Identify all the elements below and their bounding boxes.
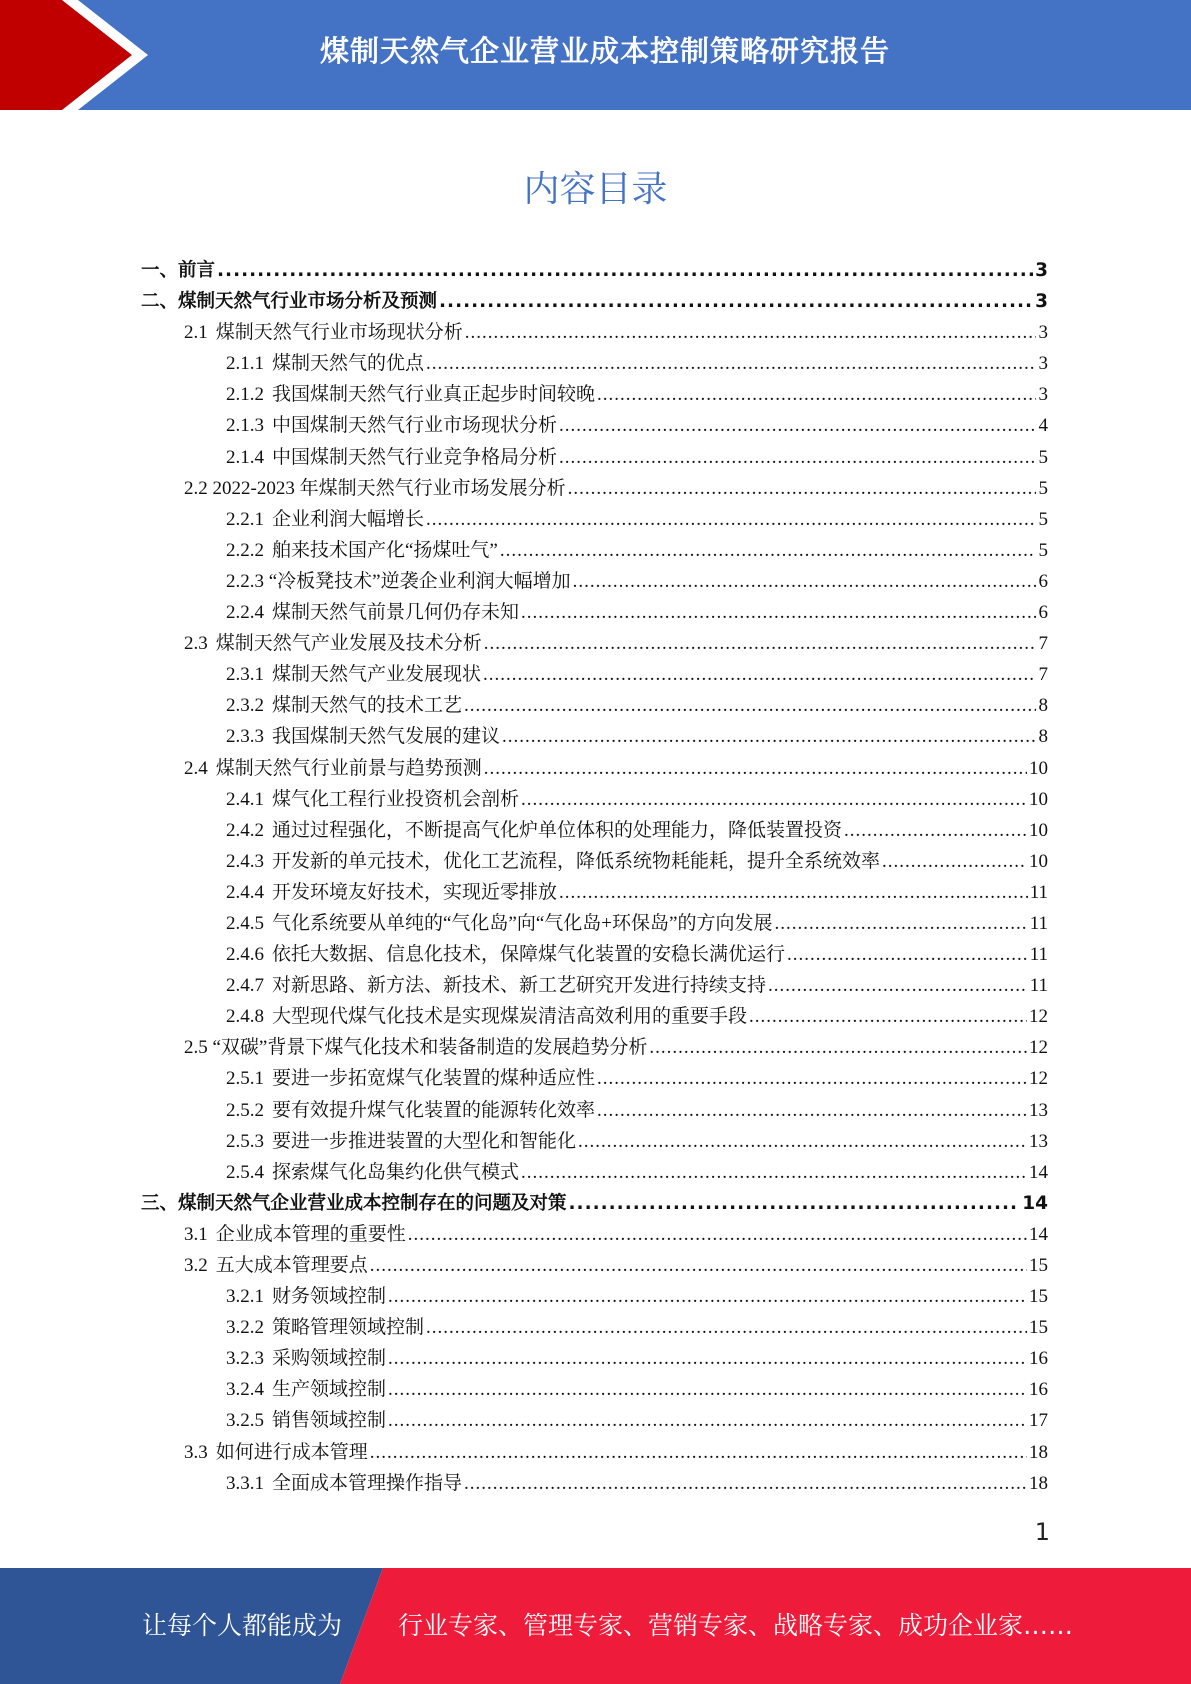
toc-entry-title: 我国煤制天然气行业真正起步时间较晚 [272, 384, 596, 406]
toc-entry-page: 5 [1038, 446, 1048, 468]
toc-dot-leader [573, 566, 1036, 597]
footer-slogan-right: 行业专家、管理专家、营销专家、战略专家、成功企业家…… [398, 1611, 1074, 1640]
toc-dot-leader [559, 442, 1036, 473]
toc-entry-number: 2.3.3 [226, 726, 264, 748]
toc-dot-leader [464, 1468, 1027, 1499]
toc-entry-page: 5 [1038, 539, 1048, 561]
table-of-contents [141, 255, 1048, 1499]
toc-entry-page: 14 [1029, 1161, 1048, 1183]
toc-entry-title: 依托大数据、信息化技术，保障煤气化装置的安稳长满优运行 [272, 944, 786, 966]
toc-entry-page: 18 [1029, 1472, 1048, 1494]
toc-entry-number: 3.2.4 [226, 1379, 264, 1401]
toc-entry-title: 煤气化工程行业投资机会剖析 [272, 788, 520, 810]
toc-entry-page: 8 [1038, 726, 1048, 748]
toc-entry-title: 通过过程强化，不断提高气化炉单位体积的处理能力，降低装置投资 [272, 819, 843, 841]
toc-entry-page: 16 [1029, 1348, 1048, 1370]
report-title: 煤制天然气企业营业成本控制策略研究报告 [319, 34, 890, 68]
toc-entry-page: 13 [1029, 1130, 1048, 1152]
toc-entry-title: 要进一步推进装置的大型化和智能化 [272, 1130, 577, 1152]
toc-entry[interactable] [141, 1188, 1048, 1219]
toc-title: 内容目录 [523, 169, 668, 210]
toc-entry-title: 采购领域控制 [272, 1348, 387, 1370]
toc-entry-number: 2.1 [184, 322, 208, 344]
toc-entry-title: 中国煤制天然气行业竞争格局分析 [272, 446, 558, 468]
toc-dot-leader [388, 1405, 1027, 1436]
toc-entry-title: 2.5 “双碳”背景下煤气化技术和装备制造的发展趋势分析 [184, 1037, 648, 1059]
toc-entry[interactable] [141, 442, 1048, 473]
toc-entry-title: 财务领域控制 [272, 1286, 387, 1308]
toc-entry-page: 5 [1038, 508, 1048, 530]
toc-entry-page: 10 [1029, 850, 1048, 872]
toc-entry-title: 二、煤制天然气行业市场分析及预测 [141, 291, 438, 313]
toc-dot-leader [787, 939, 1028, 970]
toc-dot-leader [521, 784, 1027, 815]
toc-dot-leader [559, 410, 1036, 441]
toc-entry[interactable] [141, 1343, 1048, 1374]
toc-dot-leader [559, 877, 1028, 908]
toc-entry-page: 5 [1038, 477, 1048, 499]
toc-entry-title: 一、前言 [141, 260, 216, 281]
toc-entry-title: 煤制天然气行业前景与趋势预测 [215, 757, 482, 779]
toc-entry-page: 11 [1029, 912, 1048, 934]
toc-entry[interactable] [141, 504, 1048, 535]
toc-dot-leader [597, 1095, 1027, 1126]
toc-entry-page: 11 [1029, 944, 1048, 966]
toc-entry-page: 6 [1038, 602, 1048, 624]
toc-entry-title: 大型现代煤气化技术是实现煤炭清洁高效利用的重要手段 [272, 1006, 748, 1028]
toc-entry-number: 2.4.1 [226, 788, 264, 810]
toc-entry-page: 3 [1035, 291, 1048, 313]
toc-dot-leader [426, 504, 1036, 535]
toc-entry[interactable] [141, 597, 1048, 628]
toc-entry-page: 16 [1029, 1379, 1048, 1401]
toc-dot-leader [768, 970, 1028, 1001]
toc-dot-leader [439, 286, 1033, 317]
toc-entry-page: 14 [1022, 1192, 1048, 1214]
toc-entry-page: 7 [1038, 664, 1048, 686]
toc-entry-number: 3.3.1 [226, 1472, 264, 1494]
toc-entry[interactable] [141, 379, 1048, 410]
toc-dot-leader [774, 908, 1027, 939]
toc-entry-page: 4 [1038, 415, 1048, 437]
toc-dot-leader [502, 721, 1036, 752]
toc-entry-page: 15 [1029, 1317, 1048, 1339]
toc-entry[interactable] [141, 1281, 1048, 1312]
toc-entry-number: 2.3.2 [226, 695, 264, 717]
toc-entry-title: 煤制天然气产业发展及技术分析 [215, 633, 482, 655]
toc-entry-page: 10 [1029, 788, 1048, 810]
toc-dot-leader [426, 1312, 1027, 1343]
toc-entry-number: 2.4 [184, 757, 208, 779]
toc-entry-number: 3.2.3 [226, 1348, 264, 1370]
toc-entry[interactable] [141, 410, 1048, 441]
toc-entry-title: 煤制天然气行业市场现状分析 [215, 322, 463, 344]
toc-entry-title: 要有效提升煤气化装置的能源转化效率 [272, 1099, 596, 1121]
toc-entry[interactable] [141, 815, 1048, 846]
toc-entry-page: 3 [1038, 353, 1048, 375]
toc-entry-number: 2.3.1 [226, 664, 264, 686]
toc-entry[interactable] [141, 535, 1048, 566]
toc-entry-page: 12 [1029, 1006, 1048, 1028]
toc-dot-leader [749, 1001, 1027, 1032]
toc-entry[interactable] [141, 1374, 1048, 1405]
toc-entry-page: 14 [1029, 1223, 1048, 1245]
toc-dot-leader [388, 1374, 1027, 1405]
toc-entry-number: 2.5.1 [226, 1068, 264, 1090]
toc-entry-number: 2.4.7 [226, 975, 264, 997]
report-header [0, 0, 1191, 110]
toc-dot-leader [426, 348, 1036, 379]
toc-entry-page: 15 [1029, 1286, 1048, 1308]
toc-entry[interactable] [141, 908, 1048, 939]
toc-entry-number: 2.2.2 [226, 539, 264, 561]
toc-entry-number: 2.1.3 [226, 415, 264, 437]
toc-dot-leader [844, 815, 1027, 846]
toc-entry-number: 2.4.5 [226, 912, 264, 934]
toc-dot-leader [569, 1188, 1021, 1219]
toc-entry-number: 2.5.2 [226, 1099, 264, 1121]
toc-entry-title: 煤制天然气产业发展现状 [272, 664, 482, 686]
toc-entry-title: 策略管理领域控制 [272, 1317, 425, 1339]
toc-entry[interactable] [141, 659, 1048, 690]
toc-entry-title: 生产领域控制 [272, 1379, 387, 1401]
toc-entry-page: 15 [1029, 1255, 1048, 1276]
toc-dot-leader [465, 317, 1036, 348]
toc-entry-page: 12 [1029, 1068, 1048, 1090]
toc-entry-title: 要进一步拓宽煤气化装置的煤种适应性 [272, 1068, 596, 1090]
toc-entry[interactable] [141, 286, 1048, 317]
toc-entry-page: 11 [1029, 975, 1048, 997]
toc-entry-title: 探索煤气化岛集约化供气模式 [272, 1161, 520, 1183]
toc-entry[interactable] [141, 784, 1048, 815]
toc-dot-leader [568, 473, 1036, 504]
toc-entry[interactable] [141, 628, 1048, 659]
toc-entry[interactable] [141, 690, 1048, 721]
toc-dot-leader [388, 1343, 1027, 1374]
toc-entry[interactable] [141, 1405, 1048, 1436]
toc-entry-number: 2.2.4 [226, 602, 264, 624]
toc-entry-title: 五大成本管理要点 [215, 1255, 368, 1276]
toc-entry-number: 2.3 [184, 633, 208, 655]
toc-entry-page: 12 [1029, 1037, 1048, 1059]
toc-entry-number: 3.3 [184, 1441, 208, 1463]
toc-entry-page: 3 [1035, 260, 1048, 281]
toc-entry[interactable] [141, 1219, 1048, 1250]
toc-entry-title: 开发环境友好技术，实现近零排放 [272, 881, 558, 903]
toc-entry-page: 3 [1038, 384, 1048, 406]
page-number: 1 [1034, 1518, 1050, 1546]
toc-entry-page: 17 [1029, 1410, 1048, 1432]
toc-entry-number: 2.1.2 [226, 384, 264, 406]
toc-dot-leader [484, 628, 1036, 659]
toc-entry-title: 2.2.3 “冷板凳技术”逆袭企业利润大幅增加 [226, 570, 571, 592]
toc-entry-title: 煤制天然气的优点 [272, 353, 425, 375]
toc-entry-title: 中国煤制天然气行业市场现状分析 [272, 415, 558, 437]
toc-entry-number: 3.1 [184, 1223, 208, 1245]
toc-entry-number: 2.4.8 [226, 1006, 264, 1028]
toc-entry[interactable] [141, 566, 1048, 597]
toc-entry-page: 7 [1038, 633, 1048, 655]
toc-entry[interactable] [141, 317, 1048, 348]
toc-dot-leader [649, 1032, 1027, 1063]
toc-entry-title: 我国煤制天然气发展的建议 [272, 726, 501, 748]
toc-entry-title: 2.2 2022-2023 年煤制天然气行业市场发展分析 [184, 477, 566, 499]
toc-dot-leader [408, 1219, 1027, 1250]
toc-dot-leader [370, 1250, 1027, 1281]
toc-entry[interactable] [141, 1001, 1048, 1032]
toc-entry-title: 舶来技术国产化“扬煤吐气” [272, 539, 498, 561]
toc-dot-leader [597, 1063, 1027, 1094]
toc-entry[interactable] [141, 1157, 1048, 1188]
toc-entry-page: 8 [1038, 695, 1048, 717]
toc-dot-leader [521, 1157, 1027, 1188]
toc-entry-title: 三、煤制天然气企业营业成本控制存在的问题及对策 [141, 1192, 567, 1214]
toc-entry-title: 销售领域控制 [272, 1410, 387, 1432]
toc-entry[interactable] [141, 473, 1048, 504]
toc-entry-number: 3.2 [184, 1255, 208, 1276]
toc-dot-leader [388, 1281, 1027, 1312]
toc-entry-page: 3 [1038, 322, 1048, 344]
toc-entry-page: 11 [1029, 881, 1048, 903]
toc-entry-number: 2.4.2 [226, 819, 264, 841]
toc-entry[interactable] [141, 846, 1048, 877]
toc-entry[interactable] [141, 1032, 1048, 1063]
toc-entry[interactable] [141, 348, 1048, 379]
toc-entry-title: 企业成本管理的重要性 [215, 1223, 406, 1245]
toc-entry[interactable] [141, 255, 1048, 286]
toc-dot-leader [500, 535, 1036, 566]
toc-entry-number: 2.1.1 [226, 353, 264, 375]
toc-entry[interactable] [141, 721, 1048, 752]
toc-entry[interactable] [141, 753, 1048, 784]
toc-dot-leader [483, 659, 1036, 690]
toc-entry-title: 企业利润大幅增长 [272, 508, 425, 530]
toc-entry-page: 6 [1038, 570, 1048, 592]
toc-dot-leader [217, 255, 1033, 286]
toc-dot-leader [370, 1437, 1027, 1468]
toc-entry[interactable] [141, 970, 1048, 1001]
toc-entry[interactable] [141, 1437, 1048, 1468]
toc-entry[interactable] [141, 877, 1048, 908]
toc-entry-number: 2.1.4 [226, 446, 264, 468]
toc-entry[interactable] [141, 939, 1048, 970]
toc-entry-page: 18 [1029, 1441, 1048, 1463]
toc-entry-title: 开发新的单元技术，优化工艺流程，降低系统物耗能耗，提升全系统效率 [272, 850, 881, 872]
toc-entry-number: 2.4.6 [226, 944, 264, 966]
toc-entry-number: 2.5.4 [226, 1161, 264, 1183]
toc-entry-number: 3.2.5 [226, 1410, 264, 1432]
toc-entry-number: 3.2.2 [226, 1317, 264, 1339]
toc-dot-leader [578, 1126, 1027, 1157]
toc-entry-number: 3.2.1 [226, 1286, 264, 1308]
toc-entry-page: 10 [1029, 819, 1048, 841]
toc-entry-number: 2.4.4 [226, 881, 264, 903]
toc-entry-title: 气化系统要从单纯的“气化岛”向“气化岛+环保岛”的方向发展 [272, 912, 773, 934]
toc-dot-leader [882, 846, 1027, 877]
report-footer [0, 1568, 1191, 1684]
toc-entry-page: 13 [1029, 1099, 1048, 1121]
toc-entry[interactable] [141, 1095, 1048, 1126]
footer-slogan-left: 让每个人都能成为 [142, 1611, 343, 1640]
toc-entry-title: 对新思路、新方法、新技术、新工艺研究开发进行持续支持 [272, 975, 767, 997]
toc-dot-leader [464, 690, 1036, 721]
toc-dot-leader [521, 597, 1036, 628]
toc-entry-title: 全面成本管理操作指导 [272, 1472, 463, 1494]
toc-entry-title: 煤制天然气的技术工艺 [272, 695, 463, 717]
toc-entry-number: 2.2.1 [226, 508, 264, 530]
toc-entry-number: 2.4.3 [226, 850, 264, 872]
toc-entry[interactable] [141, 1126, 1048, 1157]
toc-entry-title: 如何进行成本管理 [215, 1441, 368, 1463]
toc-entry-page: 10 [1029, 757, 1048, 779]
toc-entry-number: 2.5.3 [226, 1130, 264, 1152]
toc-dot-leader [484, 753, 1027, 784]
toc-entry[interactable] [141, 1468, 1048, 1499]
toc-entry-title: 煤制天然气前景几何仍存未知 [272, 602, 520, 624]
toc-entry[interactable] [141, 1250, 1048, 1281]
toc-entry[interactable] [141, 1063, 1048, 1094]
toc-dot-leader [597, 379, 1036, 410]
toc-entry[interactable] [141, 1312, 1048, 1343]
